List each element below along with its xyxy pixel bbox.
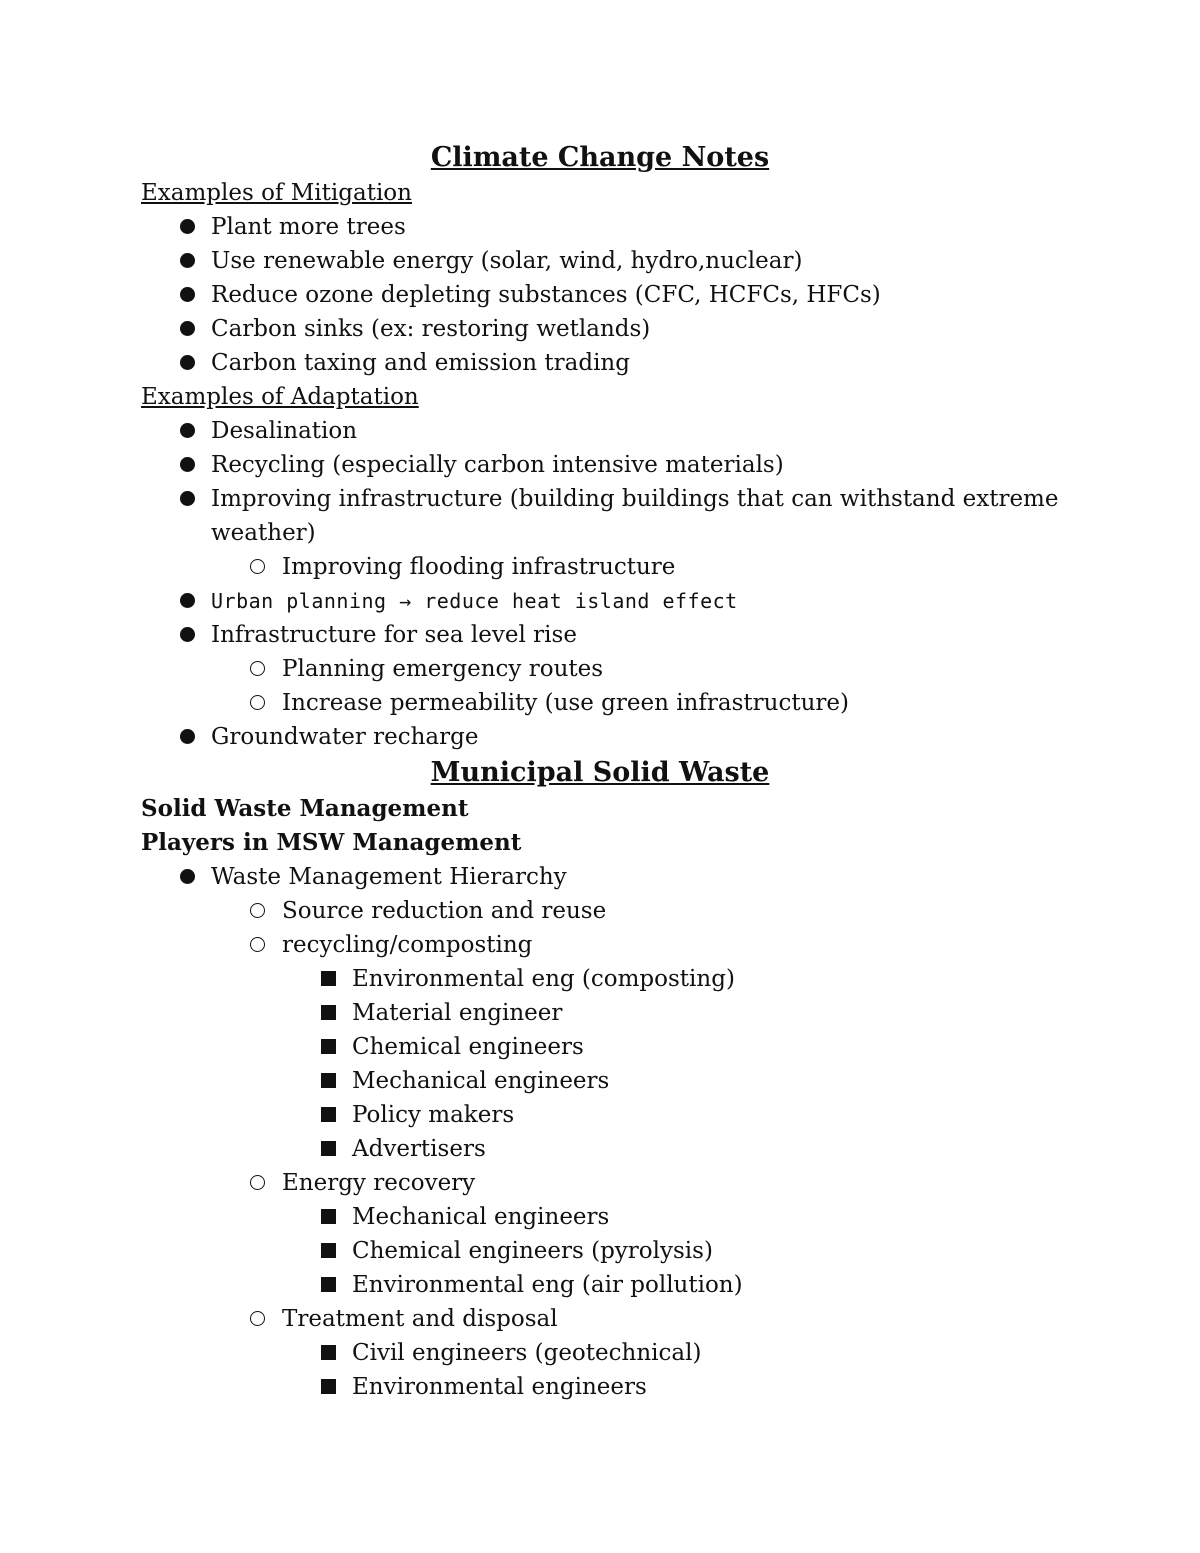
filled-square-icon bbox=[316, 1064, 340, 1098]
hollow-circle-icon bbox=[245, 1166, 269, 1200]
filled-square-icon bbox=[316, 1098, 340, 1132]
hollow-circle-icon bbox=[245, 928, 269, 962]
filled-dot-icon bbox=[175, 414, 199, 448]
list-item: Infrastructure for sea level rise bbox=[0, 618, 1200, 652]
hollow-circle-icon bbox=[245, 652, 269, 686]
list-item-continuation: weather) bbox=[211, 520, 316, 546]
filled-dot-icon bbox=[175, 244, 199, 278]
filled-dot-icon bbox=[175, 482, 199, 516]
filled-dot-icon bbox=[175, 210, 199, 244]
filled-dot-icon bbox=[175, 860, 199, 894]
list-item: Environmental eng (air pollution) bbox=[0, 1268, 1200, 1302]
filled-dot-icon bbox=[175, 278, 199, 312]
filled-square-icon bbox=[316, 962, 340, 996]
list-item: Planning emergency routes bbox=[0, 652, 1200, 686]
section-title-msw: Municipal Solid Waste bbox=[430, 757, 770, 788]
document-page bbox=[0, 140, 1200, 1404]
list-item: Material engineer bbox=[0, 996, 1200, 1030]
adaptation-heading: Examples of Adaptation bbox=[141, 384, 419, 410]
list-item: Carbon sinks (ex: restoring wetlands) bbox=[0, 312, 1200, 346]
filled-square-icon bbox=[316, 1370, 340, 1404]
hollow-circle-icon bbox=[245, 894, 269, 928]
msw-management-heading: Solid Waste Management bbox=[141, 795, 469, 822]
list-item: Plant more trees bbox=[0, 210, 1200, 244]
filled-square-icon bbox=[316, 1268, 340, 1302]
list-item: Increase permeability (use green infrastructure) bbox=[0, 686, 1200, 720]
list-item: Treatment and disposal bbox=[0, 1302, 1200, 1336]
filled-dot-icon bbox=[175, 346, 199, 380]
filled-square-icon bbox=[316, 1200, 340, 1234]
list-item: Policy makers bbox=[0, 1098, 1200, 1132]
mitigation-heading: Examples of Mitigation bbox=[141, 180, 412, 206]
list-item: Chemical engineers bbox=[0, 1030, 1200, 1064]
msw-players-heading: Players in MSW Management bbox=[141, 829, 522, 856]
list-item: Civil engineers (geotechnical) bbox=[0, 1336, 1200, 1370]
filled-dot-icon bbox=[175, 720, 199, 754]
list-item: Mechanical engineers bbox=[0, 1200, 1200, 1234]
list-item: Reduce ozone depleting substances (CFC, HCFCs, HFCs) bbox=[0, 278, 1200, 312]
list-item: recycling/composting bbox=[0, 928, 1200, 962]
filled-dot-icon bbox=[175, 584, 199, 618]
list-item: Environmental eng (composting) bbox=[0, 962, 1200, 996]
list-item: Use renewable energy (solar, wind, hydro,nuclear) bbox=[0, 244, 1200, 278]
list-item: Carbon taxing and emission trading bbox=[0, 346, 1200, 380]
filled-square-icon bbox=[316, 1336, 340, 1370]
list-item: Recycling (especially carbon intensive materials) bbox=[0, 448, 1200, 482]
filled-square-icon bbox=[316, 996, 340, 1030]
hollow-circle-icon bbox=[245, 1302, 269, 1336]
list-item: Chemical engineers (pyrolysis) bbox=[0, 1234, 1200, 1268]
page-title: Climate Change Notes bbox=[430, 142, 770, 173]
hollow-circle-icon bbox=[245, 686, 269, 720]
list-item: Improving infrastructure (building buildings that can withstand extreme bbox=[0, 482, 1200, 516]
list-item: Urban planning → reduce heat island effect bbox=[0, 584, 1200, 618]
list-item: Source reduction and reuse bbox=[0, 894, 1200, 928]
filled-dot-icon bbox=[175, 618, 199, 652]
list-item: Groundwater recharge bbox=[0, 720, 1200, 754]
list-item: Environmental engineers bbox=[0, 1370, 1200, 1404]
hollow-circle-icon bbox=[245, 550, 269, 584]
filled-dot-icon bbox=[175, 448, 199, 482]
list-item: Advertisers bbox=[0, 1132, 1200, 1166]
filled-square-icon bbox=[316, 1132, 340, 1166]
list-item: Waste Management Hierarchy bbox=[0, 860, 1200, 894]
list-item: Energy recovery bbox=[0, 1166, 1200, 1200]
list-item: Desalination bbox=[0, 414, 1200, 448]
list-item: Improving flooding infrastructure bbox=[0, 550, 1200, 584]
filled-square-icon bbox=[316, 1234, 340, 1268]
filled-dot-icon bbox=[175, 312, 199, 346]
filled-square-icon bbox=[316, 1030, 340, 1064]
list-item: Mechanical engineers bbox=[0, 1064, 1200, 1098]
